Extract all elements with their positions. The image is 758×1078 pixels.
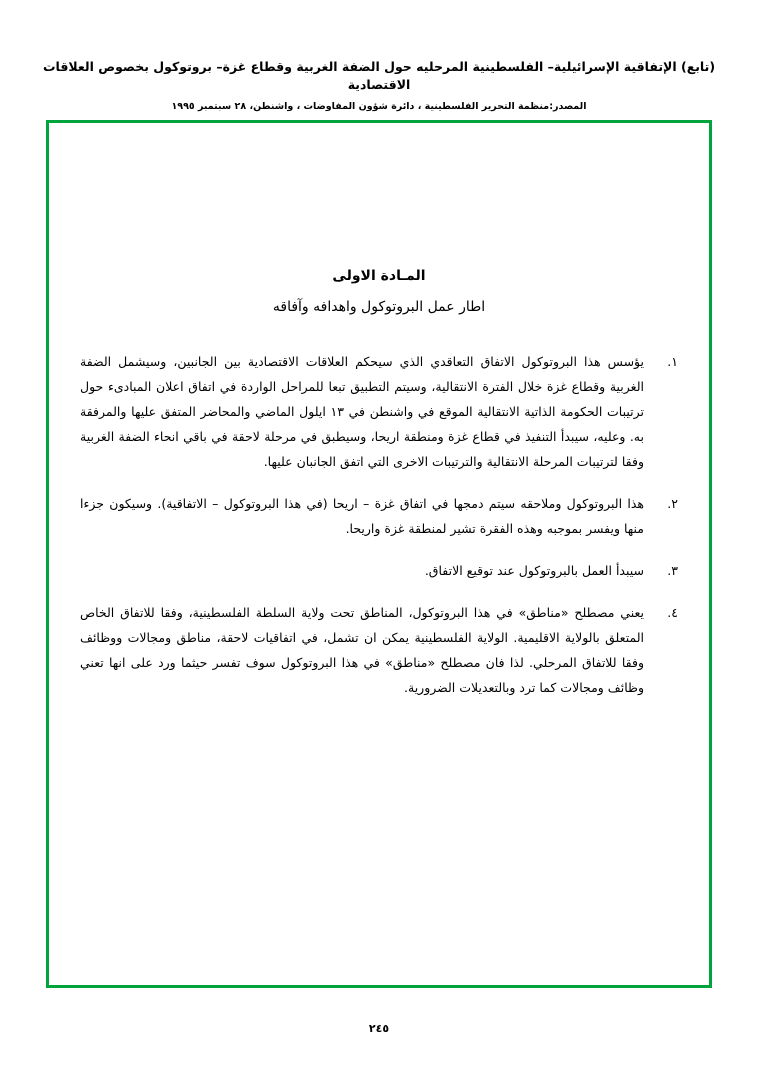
clause-text: هذا البروتوكول وملاحقه سيتم دمجها في اتفاق غزة – اريحا (في هذا البروتوكول – الاتفاقية). وسيكون جزءا منها ويفسر بموجبه وهذه الفقرة تشير لمنطقة غزة واريحا.	[80, 495, 644, 536]
clause-number: ١.	[667, 353, 678, 369]
clause-text: يعني مصطلح «مناطق» في هذا البروتوكول، المناطق تحت ولاية السلطة الفلسطينية، وفقا للاتفاق الخاص المتعلق بالولاية الاقليمية. الولاية الفلسطينية يمكن ان تشمل، في اتفاقيات لاحقة، مناطق ومجالات ووظائف وفقا للاتفاق المرحلي. لذا فان مصطلح «مناطق» في هذا البروتوكول سوف تفسر حيثما ورد على انها تعني وظائف ومجالات كما ترد وبالتعديلات الضرورية.	[80, 604, 644, 695]
document-body	[80, 140, 678, 717]
clause-list	[80, 349, 678, 700]
header-title: (تابع) الإتفاقية الإسرائيلية– الفلسطينية المرحليه حول الضفة الغربية وقطاع غزة– بروتوكول بخصوص العلاقات الاقتصادية	[42, 59, 716, 92]
clause-number: ٣.	[667, 562, 678, 578]
page-number: ٢٤٥	[368, 1022, 390, 1035]
clause-text: يؤسس هذا البروتوكول الاتفاق التعاقدي الذي سيحكم العلاقات الاقتصادية بين الجانبين، وسيشمل الضفة الغربية وقطاع غزة خلال الفترة الانتقالية، وسيتم التطبيق تبعا للمراحل الواردة في اتفاق اعلان المبادىء حول ترتيبات الحكومة الذاتية الانتقالية الموقع في واشنطن في ١٣ ايلول الماضي والمحاضر المتفق عليها والمرفقة به. وعليه، سيبدأ التنفيذ في قطاع غزة ومنطقة اريحا، وسيطبق في مرحلة لاحقة في باقي انحاء الضفة الغربية وفقا لترتيبات المرحلة الانتقالية والترتيبات الاخرى التي اتفق الجانبان عليها.	[80, 353, 644, 469]
list-item	[80, 491, 678, 541]
clause-number: ٢.	[667, 495, 678, 511]
list-item	[80, 558, 678, 583]
list-item	[80, 600, 678, 700]
clause-text: سيبدأ العمل بالبروتوكول عند توقيع الاتفاق.	[424, 562, 644, 578]
clause-number: ٤.	[667, 604, 678, 620]
page-footer	[0, 1017, 758, 1036]
header-source: المصدر:منظمة التحرير الفلسطينية ، دائرة شؤون المفاوضات ، واشنطن، ٢٨ سبتمبر ١٩٩٥	[171, 101, 587, 112]
article-subtitle: اطار عمل البروتوكول واهدافه وآفاقه	[272, 299, 486, 316]
article-title: المـادة الاولى	[332, 268, 426, 284]
list-item	[80, 349, 678, 474]
page-header	[0, 58, 758, 113]
